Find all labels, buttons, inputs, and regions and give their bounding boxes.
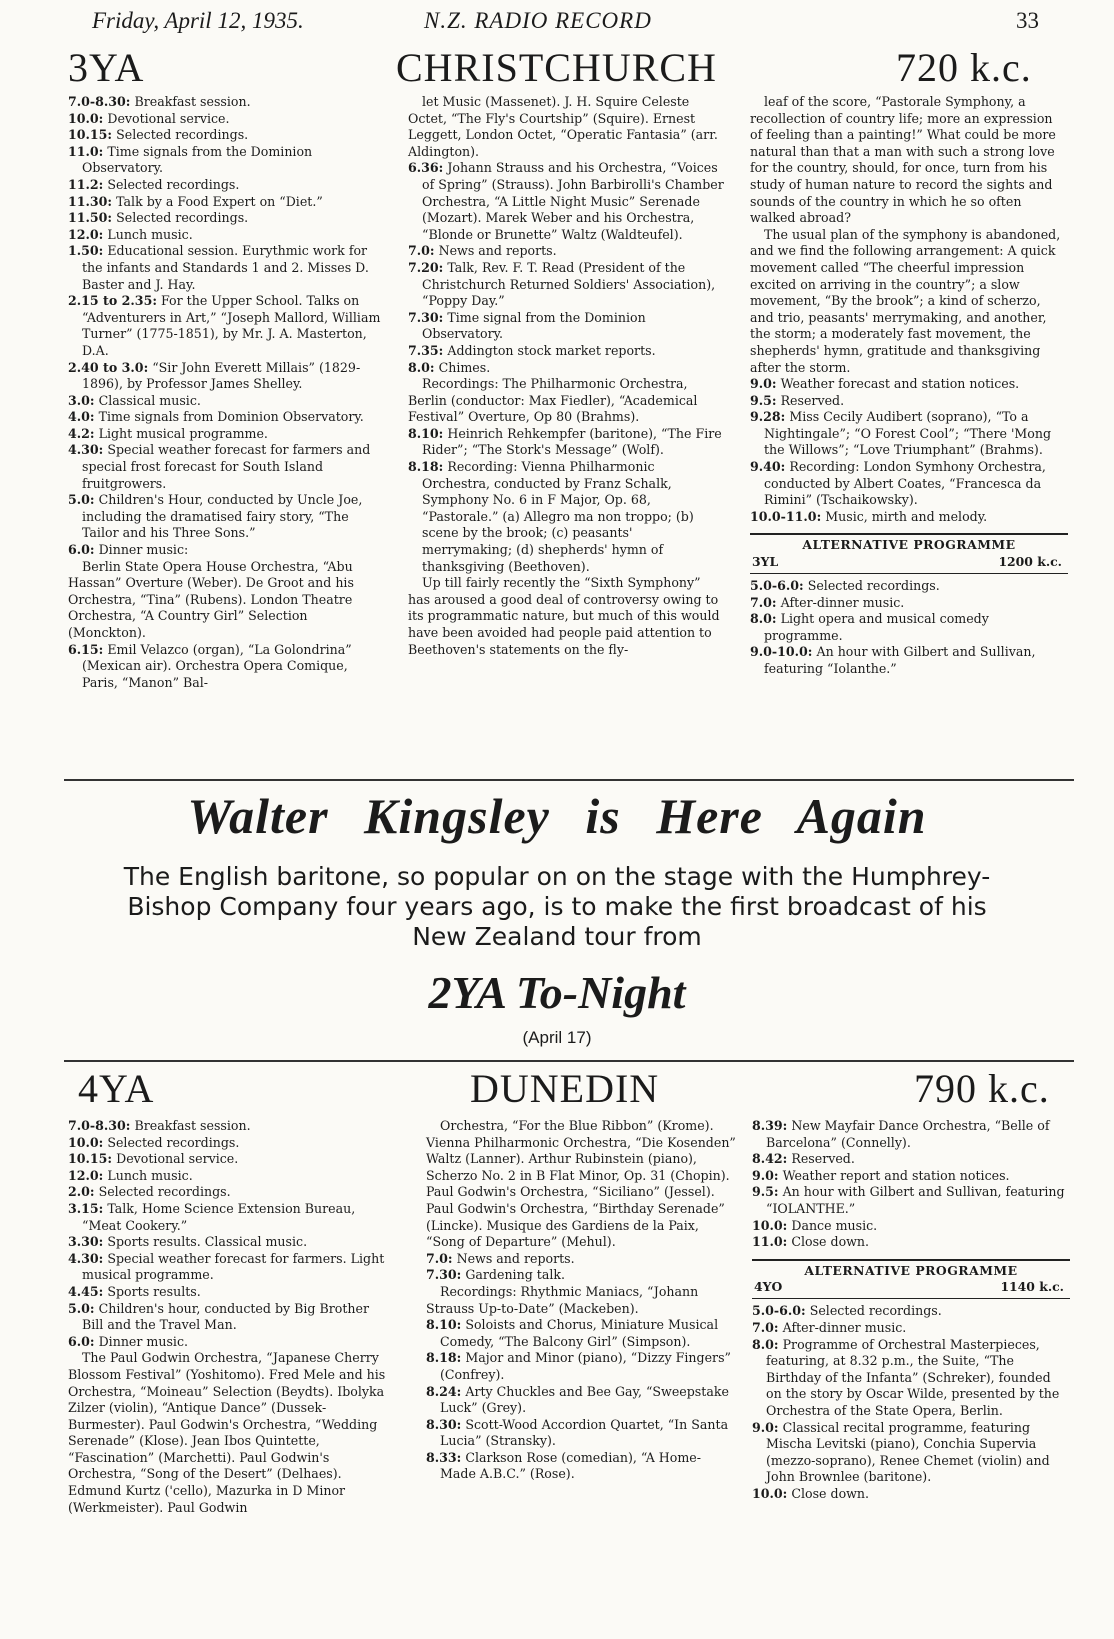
programme-entry [750, 376, 1068, 393]
programme-time: 4.2: [68, 425, 95, 441]
programme-entry [68, 1234, 386, 1251]
programme-description: Selected recordings. [107, 1134, 240, 1150]
programme-description: Emil Velazco (organ), “La Golondrina” (Mexican air). Orchestra Opera Comique, Paris, “Manon” Bal- [82, 641, 352, 690]
programme-description: Recording: Vienna Philharmonic Orchestra, conducted by Franz Schalk, Symphony No. 6 in F Major, Op. 68, “Pastorale.” (a) Allegro ma non troppo; (b) scene by the brook; (c) peasants' merrymaking; (d) shepherds' hymn of thanksgiving (Beethoven). [422, 459, 694, 574]
advert-station: 2YA To-Night [428, 967, 686, 1018]
programme-description: Gardening talk. [465, 1267, 565, 1283]
programme-time: 8.0: [408, 359, 435, 375]
programme-time: 8.10: [426, 1317, 462, 1333]
programme-entry [408, 160, 726, 243]
programme-time: 7.0: [750, 594, 777, 610]
programme-entry [408, 360, 726, 377]
programme-time: 10.15: [68, 127, 113, 143]
programme-time: 7.0-8.30: [68, 1118, 131, 1133]
programme-time: 10.0: [68, 110, 104, 126]
programme-entry [68, 1184, 386, 1201]
programme-entry [752, 1168, 1070, 1185]
programme-column-4 [68, 1118, 386, 1516]
programme-description: Sports results. [107, 1283, 201, 1299]
programme-entry [68, 127, 386, 144]
programme-entry [750, 644, 1068, 677]
programme-entry [426, 1384, 736, 1417]
programme-entry [68, 542, 386, 559]
programme-time: 7.0: [426, 1250, 453, 1266]
programme-entry [68, 1334, 386, 1351]
alternative-programme-list [750, 578, 1068, 678]
programme-entry [752, 1320, 1070, 1337]
section-divider [64, 1060, 1074, 1062]
programme-time: 8.18: [408, 459, 444, 475]
programme-entry [68, 1135, 386, 1152]
programme-time: 8.24: [426, 1383, 462, 1399]
alternative-station-row [754, 1279, 1068, 1295]
programme-entry [426, 1251, 736, 1268]
programme-description: Music, mirth and melody. [825, 508, 988, 524]
programme-time: 10.15: [68, 1151, 113, 1167]
programme-entry [426, 1267, 736, 1284]
programme-description: Close down. [791, 1234, 870, 1250]
programme-entry [408, 343, 726, 360]
programme-description: Classical recital programme, featuring Mischa Levitski (piano), Conchia Supervia (mezzo-soprano), Renee Chemet (violin) and John Brownlee (baritone). [766, 1419, 1050, 1485]
programme-time: 7.0-8.30: [68, 94, 131, 109]
programme-entry [68, 210, 386, 227]
programme-description: Sports results. Classical music. [107, 1234, 308, 1250]
programme-time: 4.0: [68, 409, 95, 425]
programme-entry [426, 1118, 736, 1251]
programme-entry [68, 94, 386, 111]
programme-description: An hour with Gilbert and Sullivan, featuring “Iolanthe.” [764, 644, 1036, 676]
programme-time: 7.0: [408, 243, 435, 259]
programme-time: 9.5: [750, 392, 777, 408]
programme-description: Talk by a Food Expert on “Diet.” [116, 193, 323, 209]
programme-time: 1.50: [68, 243, 104, 259]
programme-entry [68, 177, 386, 194]
alternative-call-sign: 3YL [752, 554, 779, 570]
station-header-3ya [0, 46, 1114, 92]
programme-entry [408, 310, 726, 343]
programme-description: Dinner music: [98, 542, 189, 558]
programme-entry [68, 559, 386, 642]
programme-time: 4.45: [68, 1283, 104, 1299]
programme-time: 10.0-11.0: [750, 508, 822, 524]
programme-time: 7.0: [752, 1319, 779, 1335]
programme-description: Children's hour, conducted by Big Brother Bill and the Travel Man. [82, 1300, 369, 1333]
programme-entry [408, 376, 726, 426]
programme-description: The Paul Godwin Orchestra, “Japanese Cherry Blossom Festival” (Yoshitomo). Fred Mele and his Orchestra, “Moineau” Selection (Beydts). Ibolyka Zilzer (violin), “Antique Dance” (Dussek-Burmester). Paul Godwin's Orchestra, “Wedding Serenade” (Klose). Jean Ibos Quintette, “Fascination” (Marchetti). Paul Godwin's Orchestra, “Song of the Desert” (Delhaes). Edmund Kurtz ('cello), Mazurka in D Minor (Werkmeister). Paul Godwin [68, 1350, 386, 1515]
programme-description: Light musical programme. [98, 425, 268, 441]
programme-time: 8.33: [426, 1449, 462, 1465]
programme-entry [426, 1450, 736, 1483]
alternative-programme-title: ALTERNATIVE PROGRAMME [802, 537, 1016, 553]
programme-entry [752, 1486, 1070, 1503]
station-city: CHRISTCHURCH [396, 45, 717, 90]
programme-time: 5.0: [68, 1300, 95, 1316]
programme-description: Talk, Rev. F. T. Read (President of the Christchurch Returned Soldiers' Association), “Poppy Day.” [422, 259, 716, 309]
programme-time: 5.0: [68, 492, 95, 508]
programme-time: 7.35: [408, 342, 444, 358]
programme-entry [750, 227, 1068, 376]
programme-entry [68, 227, 386, 244]
programme-description: Addington stock market reports. [447, 342, 656, 358]
programme-description: Recordings: Rhythmic Maniacs, “Johann Strauss Up-to-Date” (Mackeben). [426, 1283, 699, 1316]
station-frequency: 720 k.c. [896, 45, 1032, 90]
programme-time: 8.39: [752, 1118, 788, 1133]
programme-time: 8.10: [408, 425, 444, 441]
programme-description: After-dinner music. [782, 1319, 907, 1335]
programme-entry [68, 1151, 386, 1168]
programme-time: 11.0: [752, 1234, 788, 1250]
programme-time: 10.0: [752, 1485, 788, 1501]
programme-entry [752, 1151, 1070, 1168]
programme-entry [68, 1201, 386, 1234]
programme-entry [408, 426, 726, 459]
programme-entry [68, 1350, 386, 1516]
programme-description: Classical music. [98, 392, 201, 408]
programme-time: 10.0: [752, 1217, 788, 1233]
programme-entry [408, 94, 726, 160]
programme-entry [68, 442, 386, 492]
programme-column-6-list [752, 1118, 1070, 1251]
publication-name: N.Z. RADIO RECORD [424, 8, 652, 33]
programme-entry [68, 426, 386, 443]
programme-description: Children's Hour, conducted by Uncle Joe, including the dramatised fairy story, “The Tailor and his Three Sons.” [82, 492, 363, 541]
programme-time: 2.0: [68, 1184, 95, 1200]
programme-time: 8.0: [752, 1336, 779, 1352]
issue-date: Friday, April 12, 1935. [92, 8, 304, 33]
programme-time: 11.0: [68, 143, 104, 159]
programme-description: Selected recordings. [98, 1184, 231, 1200]
programme-entry [752, 1337, 1070, 1420]
programme-description: Breakfast session. [134, 1118, 251, 1133]
station-call-sign: 3YA [68, 45, 145, 90]
programme-time: 6.0: [68, 542, 95, 558]
programme-description: Major and Minor (piano), “Dizzy Fingers” (Confrey). [440, 1350, 731, 1382]
programme-description: “Sir John Everett Millais” (1829-1896), by Professor James Shelley. [82, 359, 361, 392]
station-frequency: 790 k.c. [914, 1066, 1050, 1111]
programme-entry [752, 1201, 1070, 1218]
programme-column-3 [750, 94, 1068, 678]
programme-time: 8.30: [426, 1416, 462, 1432]
programme-description: Recordings: The Philharmonic Orchestra, Berlin (conductor: Max Fiedler), “Academical Festival” Overture, Op 80 (Brahms). [408, 376, 698, 425]
programme-time: 2.40 to 3.0: [68, 359, 149, 375]
programme-description: Time signal from the Dominion Observatory. [422, 309, 646, 342]
programme-description: Arty Chuckles and Bee Gay, “Sweepstake Luck” (Grey). [440, 1383, 729, 1416]
programme-description: The usual plan of the symphony is abandoned, and we find the following arrangement: A quick movement called “The cheerful impression excited on arriving in the country”; a slow movement, “By the brook”; a kind of scherzo, and trio, peasants' merrymaking, and another, the storm; a moderately fast movement, the shepherds' hymn, gratitude and thanksgiving after the storm. [750, 226, 1061, 375]
programme-description: Chimes. [438, 359, 491, 375]
programme-time: 9.28: [750, 409, 786, 425]
programme-entry [752, 1218, 1070, 1235]
programme-entry [68, 360, 386, 393]
programme-description: Programme of Orchestral Masterpieces, featuring, at 8.32 p.m., the Suite, “The Birthday of the Infanta” (Schreker), founded on the story by Oscar Wilde, presented by the Orchestra of the State Opera, Berlin. [766, 1336, 1060, 1418]
programme-entry [68, 642, 386, 692]
alternative-programme-header [752, 1259, 1070, 1300]
programme-description: Johann Strauss and his Orchestra, “Voices of Spring” (Strauss). John Barbirolli's Chamber Orchestra, “A Little Night Music” Serenade (Mozart). Marek Weber and his Orchestra, “Blonde or Brunette” Waltz (Waldteufel). [422, 160, 724, 242]
programme-entry [68, 293, 386, 359]
programme-description: Reserved. [791, 1151, 855, 1167]
station-call-sign: 4YA [78, 1066, 155, 1111]
programme-description: Selected recordings. [116, 210, 249, 226]
programme-description: Scott-Wood Accordion Quartet, “In Santa Lucia” (Stransky). [440, 1416, 729, 1449]
programme-entry [752, 1303, 1070, 1320]
programme-time: 9.0-10.0: [750, 644, 813, 660]
programme-time: 3.0: [68, 392, 95, 408]
programme-entry [408, 260, 726, 310]
programme-time: 3.30: [68, 1234, 104, 1250]
programme-description: Special weather forecast for farmers. Light musical programme. [82, 1250, 385, 1283]
programme-entry [750, 595, 1068, 612]
programme-entry [752, 1420, 1070, 1486]
programme-entry [68, 393, 386, 410]
programme-description: Lunch music. [107, 1167, 193, 1183]
programme-entry [68, 1118, 386, 1135]
programme-time: 11.30: [68, 193, 113, 209]
programme-time: 11.50: [68, 210, 113, 226]
programme-entry [426, 1350, 736, 1383]
alternative-programme-title: ALTERNATIVE PROGRAMME [804, 1262, 1018, 1278]
advert-headline: Walter Kingsley is Here Again [187, 788, 927, 844]
programme-entry [408, 459, 726, 575]
programme-description: Lunch music. [107, 226, 193, 242]
programme-entry [750, 611, 1068, 644]
programme-entry [752, 1234, 1070, 1251]
programme-description: Dinner music. [98, 1333, 189, 1349]
programme-description: “IOLANTHE.” [766, 1200, 856, 1216]
programme-description: Soloists and Chorus, Miniature Musical Comedy, “The Balcony Girl” (Simpson). [440, 1317, 719, 1349]
programme-time: 9.0: [750, 376, 777, 392]
programme-time: 9.0: [752, 1167, 779, 1183]
programme-time: 12.0: [68, 1167, 104, 1183]
programme-entry [750, 393, 1068, 410]
programme-entry [68, 194, 386, 211]
programme-entry [426, 1317, 736, 1350]
programme-description: Up till fairly recently the “Sixth Symphony” has aroused a good deal of controversy owing to its programmatic nature, but much of this would have been avoided had people paid attention to Beethoven's statements on the fly- [408, 575, 720, 657]
programme-time: 9.0: [752, 1419, 779, 1435]
programme-time: 11.2: [68, 176, 104, 192]
programme-description: Talk, Home Science Extension Bureau, “Meat Cookery.” [82, 1200, 356, 1233]
programme-description: Selected recordings. [107, 176, 240, 192]
programme-time: 10.0: [68, 1134, 104, 1150]
alternative-frequency: 1140 k.c. [1000, 1279, 1064, 1295]
programme-time: 3.15: [68, 1200, 104, 1216]
programme-description: Light opera and musical comedy programme. [764, 611, 989, 643]
programme-description: Time signals from Dominion Observatory. [98, 409, 364, 425]
programme-description: Devotional service. [107, 110, 230, 126]
programme-description: Close down. [791, 1485, 870, 1501]
programme-description: After-dinner music. [780, 594, 905, 610]
programme-time: 9.40: [750, 459, 786, 475]
programme-description: Reserved. [780, 392, 845, 408]
programme-column-2 [408, 94, 726, 658]
programme-entry [68, 144, 386, 177]
programme-entry [408, 243, 726, 260]
programme-time: 4.30: [68, 1250, 104, 1266]
programme-description: Clarkson Rose (comedian), “A Home-Made A.B.C.” (Rose). [440, 1449, 702, 1482]
programme-entry [426, 1284, 736, 1317]
programme-description: An hour with Gilbert and Sullivan, featuring [782, 1184, 1065, 1200]
programme-column-6 [752, 1118, 1070, 1502]
section-divider [64, 779, 1074, 781]
programme-description: Selected recordings. [807, 578, 940, 594]
programme-description: Dance music. [791, 1217, 878, 1233]
programme-description: Time signals from the Dominion Observatory. [82, 143, 313, 176]
programme-entry [68, 1251, 386, 1284]
alternative-programme-list [752, 1303, 1070, 1502]
station-header-4ya [0, 1067, 1114, 1113]
programme-time: 8.18: [426, 1350, 462, 1366]
programme-description: Special weather forecast for farmers and special frost forecast for South Island fruitgrowers. [82, 442, 371, 491]
programme-time: 9.5: [752, 1184, 779, 1200]
programme-entry [750, 578, 1068, 595]
programme-entry [68, 1284, 386, 1301]
programme-entry [68, 1301, 386, 1334]
programme-entry [408, 575, 726, 658]
programme-description: Recording: London Symhony Orchestra, conducted by Albert Coates, “Francesca da Rimini” (Tschaikowsky). [764, 459, 1046, 508]
station-city: DUNEDIN [470, 1066, 660, 1111]
programme-time: 4.30: [68, 442, 104, 458]
programme-entry [68, 111, 386, 128]
alternative-call-sign: 4YO [754, 1279, 783, 1295]
programme-description: let Music (Massenet). J. H. Squire Celeste Octet, “The Fly's Courtship” (Squire). Ernest Leggett, London Octet, “Operatic Fantasia” (arr. Aldington). [408, 94, 718, 159]
programme-entry [750, 459, 1068, 509]
programme-column-3-list [750, 94, 1068, 525]
programme-time: 6.0: [68, 1333, 95, 1349]
programme-time: 8.42: [752, 1151, 788, 1167]
programme-description: Breakfast session. [134, 94, 251, 109]
alternative-programme-header [750, 533, 1068, 574]
programme-column-1 [68, 94, 386, 691]
programme-entry [750, 409, 1068, 459]
programme-entry [68, 492, 386, 542]
programme-description: Devotional service. [116, 1151, 239, 1167]
alternative-station-row [752, 554, 1066, 570]
programme-description: Selected recordings. [116, 127, 249, 143]
programme-time: 8.0: [750, 611, 777, 627]
programme-description: Heinrich Rehkempfer (baritone), “The Fire Rider”; “The Stork's Message” (Wolf). [422, 425, 722, 458]
programme-entry [426, 1417, 736, 1450]
programme-time: 6.36: [408, 160, 444, 176]
programme-time: 5.0-6.0: [752, 1303, 806, 1319]
programme-description: Weather report and station notices. [782, 1167, 1010, 1183]
programme-entry [752, 1184, 1070, 1201]
advert-body: The English baritone, so popular on on the stage with the Humphrey-Bishop Company four years ago, is to make the first broadcast of his New Zealand tour from [123, 862, 991, 951]
programme-description: News and reports. [438, 243, 557, 259]
programme-description: Miss Cecily Audibert (soprano), “To a Nightingale”; “O Forest Cool”; “There 'Mong the Willows”; “Love Triumphant” (Brahms). [764, 409, 1052, 458]
programme-entry [750, 94, 1068, 227]
programme-time: 7.30: [408, 309, 444, 325]
page-header [0, 4, 1114, 36]
programme-entry [68, 409, 386, 426]
programme-entry [68, 243, 386, 293]
programme-time: 2.15 to 2.35: [68, 293, 157, 309]
programme-description: Educational session. Eurythmic work for the infants and Standards 1 and 2. Misses D. Baster and J. Hay. [82, 243, 369, 292]
programme-time: 7.20: [408, 259, 444, 275]
programme-time: 12.0: [68, 226, 104, 242]
advert-date: (April 17) [522, 1028, 592, 1047]
programme-description: For the Upper School. Talks on “Adventurers in Art,” “Joseph Mallord, William Turner” (1775-1851), by Mr. J. A. Masterton, D.A. [82, 293, 381, 358]
programme-time: 7.30: [426, 1267, 462, 1283]
programme-description: Orchestra, “For the Blue Ribbon” (Krome). Vienna Philharmonic Orchestra, “Die Kosenden” Waltz (Lanner). Arthur Rubinstein (piano), Scherzo No. 2 in B Flat Minor, Op. 31 (Chopin). Paul Godwin's Orchestra, “Siciliano” (Jessel). Paul Godwin's Orchestra, “Birthday Serenade” (Lincke). Musique des Gardiens de la Paix, “Song of Departure” (Mehul). [426, 1118, 736, 1250]
programme-description: Berlin State Opera House Orchestra, “Abu Hassan” Overture (Weber). De Groot and his Orchestra, “Tina” (Rubens). London Theatre Orchestra, “A Country Girl” Selection (Monckton). [68, 558, 354, 640]
page-number: 33 [1016, 8, 1039, 33]
alternative-frequency: 1200 k.c. [998, 554, 1062, 570]
programme-description: Weather forecast and station notices. [780, 376, 1020, 392]
programme-entry [68, 1168, 386, 1185]
programme-column-5 [426, 1118, 736, 1483]
programme-time: 6.15: [68, 641, 104, 657]
programme-description: News and reports. [456, 1250, 575, 1266]
programme-entry [752, 1118, 1070, 1151]
programme-description: Selected recordings. [809, 1303, 942, 1319]
programme-time: 5.0-6.0: [750, 578, 804, 594]
programme-description: New Mayfair Dance Orchestra, “Belle of Barcelona” (Connelly). [766, 1118, 1050, 1150]
programme-description: leaf of the score, “Pastorale Symphony, a recollection of country life; more an expression of feeling than a painting!” What could be more natural than that a man with such a strong love for the country, should, for once, turn from his study of human nature to record the sights and sounds of the country in which he so often walked abroad? [750, 94, 1056, 226]
programme-entry [750, 509, 1068, 526]
